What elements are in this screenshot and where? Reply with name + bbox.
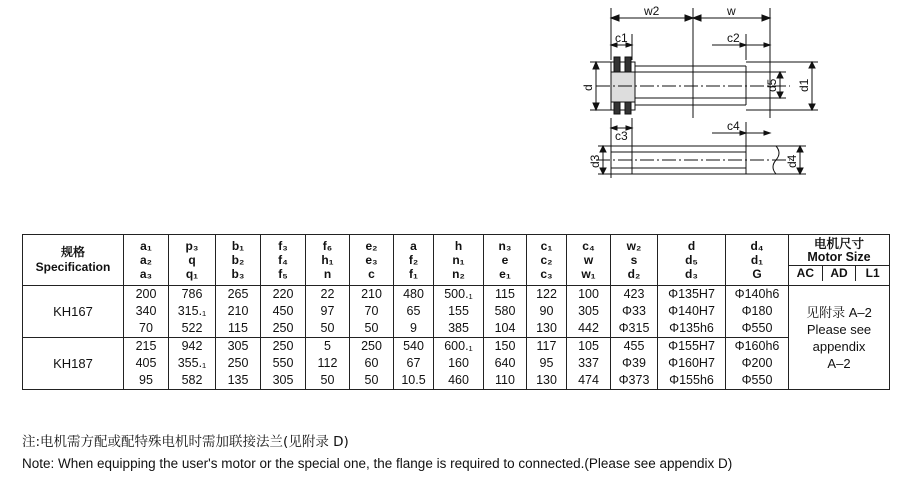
param-header-symbol: c₄ [582, 239, 595, 253]
param-header-symbol: e₁ [499, 267, 511, 281]
note-chinese: 注:电机需方配或配特殊电机时需加联接法兰(见附录 D) [22, 434, 349, 450]
value-line: 5 [324, 339, 331, 353]
value-line: Φ140h6 [734, 287, 780, 301]
value-line: 355.₁ [177, 356, 207, 370]
param-header-symbol: f₃ [278, 239, 288, 253]
value-line: 250 [361, 339, 382, 353]
value-cell [306, 286, 350, 338]
motor-note-line: Please see [806, 321, 872, 337]
value-line: Φ135H7 [668, 287, 715, 301]
value-cell [658, 286, 726, 338]
value-cell [658, 338, 726, 390]
dim-d1-label: d1 [797, 78, 811, 92]
param-header-symbol: d₂ [627, 267, 641, 281]
value-line: Φ33 [622, 304, 646, 318]
value-cell [124, 338, 169, 390]
motor-size-header-cn: 电机尺寸 [813, 237, 864, 251]
value-line: 480 [403, 287, 424, 301]
dim-c2-label: c2 [727, 31, 740, 45]
value-cell [350, 338, 394, 390]
value-line: 150 [494, 339, 516, 353]
param-header-symbol: b₂ [231, 253, 245, 267]
param-header [124, 235, 169, 286]
value-line: 550 [272, 356, 294, 370]
spec-header-en: Specification [35, 260, 111, 274]
value-line: 60 [364, 356, 379, 370]
value-cell [434, 338, 484, 390]
model-cell: KH187 [23, 338, 124, 390]
value-line: Φ200 [741, 356, 773, 370]
param-header-symbol: a₃ [139, 267, 153, 281]
param-header [306, 235, 350, 286]
param-header-symbol: e₃ [365, 253, 378, 267]
motor-size-cell [789, 286, 890, 390]
motor-size-header [789, 235, 890, 286]
param-header [658, 235, 726, 286]
param-header-symbol: G [752, 267, 762, 281]
value-cell [216, 338, 261, 390]
param-header-symbol: w₂ [626, 239, 642, 253]
param-header [434, 235, 484, 286]
param-header [216, 235, 261, 286]
value-line: 117 [536, 339, 557, 353]
table-header-row [23, 235, 890, 286]
dim-w-label: w [727, 4, 736, 18]
value-cell [611, 338, 658, 390]
motor-size-header-en: Motor Size [807, 250, 871, 264]
value-line: Φ550 [741, 321, 773, 335]
value-cell [306, 338, 350, 390]
param-header-symbol: c₃ [540, 267, 553, 281]
param-header-symbol: w₁ [581, 267, 596, 281]
value-cell [124, 286, 169, 338]
note-english: Note: When equipping the user's motor or the special one, the flange is required to connected.(Please see appendix D) [22, 456, 733, 471]
dim-c4-label: c4 [727, 119, 740, 133]
value-cell [484, 338, 527, 390]
param-header-symbol: f₂ [408, 253, 419, 267]
value-line: 442 [578, 321, 599, 335]
dim-d5-label: d5 [765, 78, 779, 92]
dim-c3-label: c3 [615, 129, 628, 143]
value-line: 155 [448, 304, 469, 318]
value-cell [261, 338, 306, 390]
value-cell [261, 286, 306, 338]
param-header-symbol: f₆ [322, 239, 333, 253]
value-line: Φ140H7 [668, 304, 715, 318]
param-header-symbol: a [410, 239, 417, 253]
model-cell: KH167 [23, 286, 124, 338]
param-header [567, 235, 611, 286]
value-cell [394, 338, 434, 390]
value-line: Φ550 [741, 373, 773, 387]
value-line: 250 [272, 339, 294, 353]
value-line: 135 [227, 373, 249, 387]
table-row [23, 338, 890, 390]
param-header-symbol: h₁ [321, 253, 334, 267]
value-line: 105 [578, 339, 599, 353]
value-line: 70 [139, 321, 153, 335]
dim-d3-label: d3 [588, 154, 602, 168]
param-header [484, 235, 527, 286]
value-line: 640 [494, 356, 516, 370]
value-line: 582 [181, 373, 203, 387]
value-cell [350, 286, 394, 338]
value-cell [169, 338, 216, 390]
dim-d4-label: d4 [785, 154, 799, 168]
specification-table [22, 234, 890, 390]
value-line: 500.₁ [444, 287, 473, 301]
value-line: 474 [578, 373, 599, 387]
value-line: 305 [227, 339, 249, 353]
value-line: 115 [228, 321, 248, 335]
value-line: 95 [139, 373, 153, 387]
param-header-symbol: e [501, 253, 509, 267]
value-line: 67 [406, 356, 421, 370]
param-header-symbol: d [687, 239, 696, 253]
value-cell [216, 286, 261, 338]
value-line: Φ135h6 [669, 321, 714, 335]
motor-sub-l1: L1 [865, 266, 880, 280]
value-line: Φ315 [618, 321, 650, 335]
value-line: 337 [578, 356, 599, 370]
param-header-symbol: f₄ [278, 253, 288, 267]
value-cell [611, 286, 658, 338]
dim-d-label: d [581, 84, 595, 91]
value-cell [726, 286, 789, 338]
value-line: 115 [495, 287, 515, 301]
value-cell [394, 286, 434, 338]
value-line: Φ160h6 [734, 339, 780, 353]
param-header-symbol: q₁ [185, 267, 199, 281]
param-header-symbol: w [583, 253, 594, 267]
param-header-symbol: a₁ [140, 239, 152, 253]
param-header [611, 235, 658, 286]
value-line: Φ373 [618, 373, 650, 387]
value-line: 200 [135, 287, 157, 301]
value-cell [434, 286, 484, 338]
param-header-symbol: p₃ [185, 239, 199, 253]
value-line: Φ155h6 [669, 373, 714, 387]
value-cell [527, 286, 567, 338]
value-cell [567, 286, 611, 338]
value-line: 95 [539, 356, 554, 370]
spec-header-cn: 规格 [60, 245, 85, 259]
param-header-symbol: n [323, 267, 332, 281]
value-line: 130 [536, 321, 557, 335]
value-line: 210 [361, 287, 382, 301]
value-cell [567, 338, 611, 390]
value-line: 122 [536, 287, 557, 301]
motor-note-line: A–2 [827, 355, 851, 371]
value-line: 50 [364, 373, 379, 387]
value-line: 22 [320, 287, 335, 301]
param-header-symbol: n₃ [498, 239, 512, 253]
dim-w2-label: w2 [644, 4, 660, 18]
motor-note-line: 见附录 A–2 [806, 304, 872, 320]
value-line: 250 [272, 321, 294, 335]
param-header-symbol: s [630, 253, 638, 267]
value-line: 540 [403, 339, 424, 353]
value-line: 786 [181, 287, 203, 301]
param-header-symbol: e₂ [365, 239, 378, 253]
value-line: 210 [227, 304, 249, 318]
param-header-symbol: q [188, 253, 196, 267]
value-cell [169, 286, 216, 338]
value-line: 65 [406, 304, 421, 318]
value-line: 50 [320, 321, 335, 335]
value-cell [484, 286, 527, 338]
param-header-symbol: n₁ [452, 253, 465, 267]
value-line: Φ160H7 [668, 356, 715, 370]
motor-sub-ad: AD [823, 266, 857, 281]
value-line: 100 [578, 287, 599, 301]
value-line: 110 [495, 373, 515, 387]
value-line: 220 [272, 287, 294, 301]
param-header [527, 235, 567, 286]
value-line: 90 [539, 304, 554, 318]
motor-note-line: appendix [812, 338, 866, 354]
param-header [726, 235, 789, 286]
value-line: Φ39 [622, 356, 646, 370]
value-line: 460 [448, 373, 469, 387]
param-header-symbol: f₅ [278, 267, 288, 281]
value-cell [527, 338, 567, 390]
param-header-symbol: h [454, 239, 463, 253]
value-line: 305 [272, 373, 294, 387]
value-line: 104 [494, 321, 516, 335]
value-line: 600.₁ [444, 339, 473, 353]
param-header-symbol: d₅ [685, 253, 698, 267]
value-line: 522 [181, 321, 203, 335]
param-header-symbol: c₂ [540, 253, 553, 267]
param-header-symbol: c [368, 267, 375, 281]
value-line: 265 [227, 287, 249, 301]
spec-header [23, 235, 124, 286]
value-line: 250 [227, 356, 249, 370]
param-header-symbol: d₄ [750, 239, 764, 253]
value-line: 97 [320, 304, 335, 318]
value-line: 70 [364, 304, 379, 318]
value-line: 50 [320, 373, 335, 387]
value-line: Φ155H7 [668, 339, 715, 353]
param-header-symbol: n₂ [452, 267, 465, 281]
value-line: 423 [623, 287, 645, 301]
value-line: 10.5 [401, 373, 426, 387]
param-header-symbol: f₁ [409, 267, 418, 281]
value-line: 385 [448, 321, 469, 335]
value-line: 942 [181, 339, 203, 353]
param-header-symbol: b₁ [231, 239, 245, 253]
value-line: 405 [135, 356, 157, 370]
param-header-symbol: a₂ [139, 253, 152, 267]
param-header-symbol: d₃ [685, 267, 698, 281]
value-line: 215 [135, 339, 157, 353]
value-line: 130 [536, 373, 557, 387]
table-row [23, 286, 890, 338]
value-cell [726, 338, 789, 390]
value-line: 305 [578, 304, 599, 318]
motor-sub-ac: AC [789, 266, 823, 281]
value-line: 50 [364, 321, 379, 335]
param-header [261, 235, 306, 286]
param-header-symbol: b₃ [231, 267, 245, 281]
param-header [350, 235, 394, 286]
param-header-symbol: d₁ [750, 253, 764, 267]
param-header [169, 235, 216, 286]
param-header [394, 235, 434, 286]
value-line: 9 [410, 321, 417, 335]
value-line: 112 [317, 356, 338, 370]
value-line: 450 [272, 304, 294, 318]
value-line: 340 [135, 304, 157, 318]
value-line: 455 [623, 339, 645, 353]
value-line: 315.₁ [177, 304, 207, 318]
dim-c1-label: c1 [615, 31, 628, 45]
param-header-symbol: c₁ [540, 239, 553, 253]
value-line: Φ180 [741, 304, 773, 318]
shaft-dimension-drawing [0, 0, 900, 200]
value-line: 160 [448, 356, 469, 370]
value-line: 580 [494, 304, 516, 318]
